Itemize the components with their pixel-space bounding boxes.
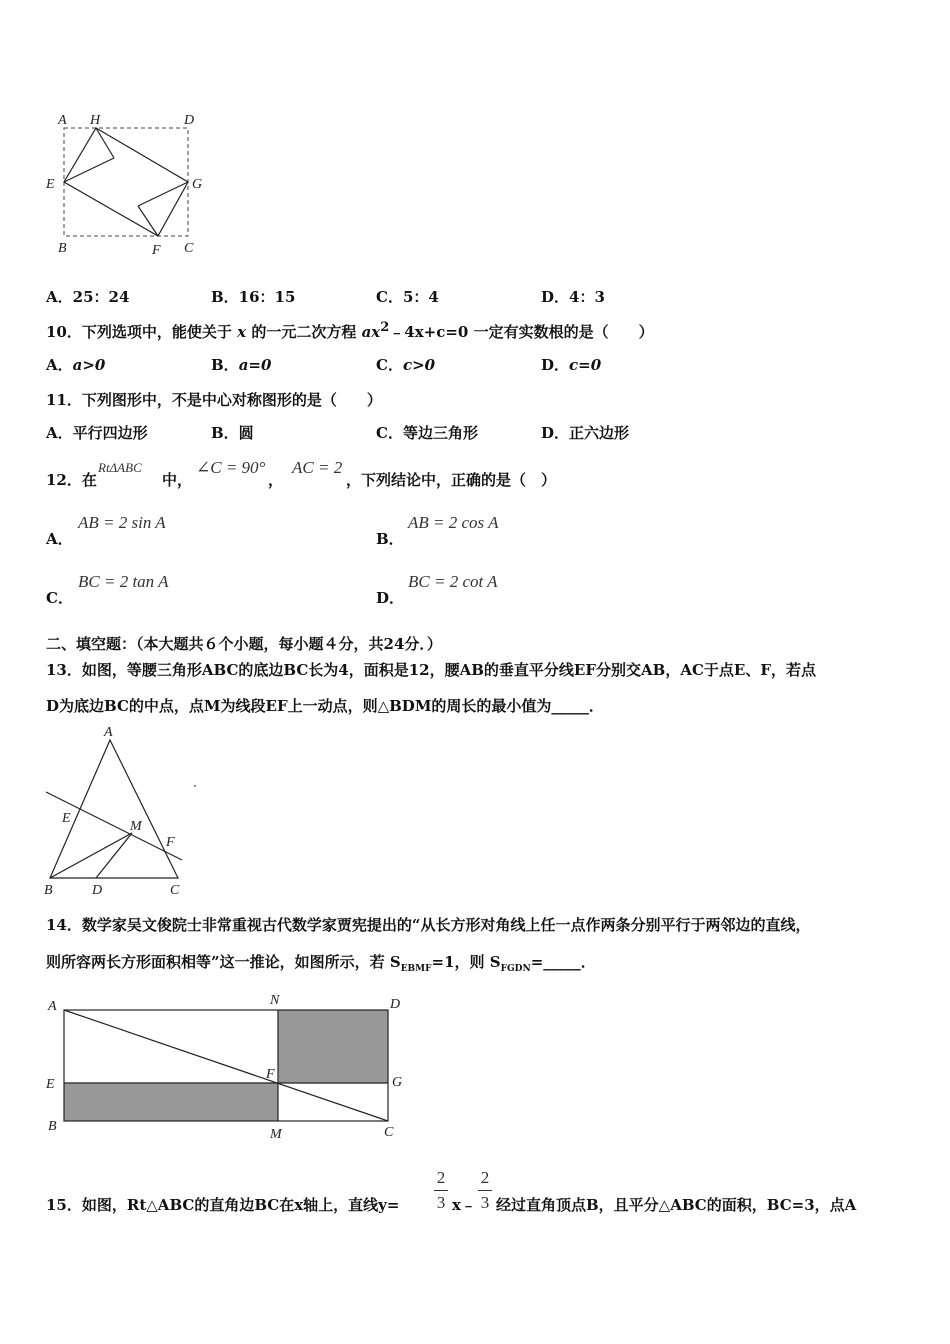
q11-option-b[interactable]: B．圆 [211,424,254,442]
q10-eq-rest: ﹣4x+c=0 [389,323,469,341]
q12-num: 12．在 [46,471,97,489]
q12-option-a-letter[interactable]: A． [46,530,73,548]
q14-text-b: =1，则 S [431,953,501,971]
q12-option-c-formula[interactable]: BC = 2 tan A [78,572,169,591]
q14-text-a: 则所容两长方形面积相等”这一推论，如图所示，若 S [46,953,401,971]
option-value: a=0 [238,356,272,374]
q9-option-d[interactable]: D．4：3 [541,288,605,306]
q12-option-d-formula[interactable]: BC = 2 cot A [408,572,498,591]
option-value: c=0 [569,356,602,374]
q15-fraction-1 [434,1168,448,1213]
q9-segment [96,128,114,158]
q12-comma: ， [268,471,284,489]
q13-label: F [166,835,175,850]
q9-label: E [46,177,55,192]
q10-eq-exp: 2 [380,320,390,335]
q9-dashed-rectangle [64,128,188,236]
q9-figure [40,108,220,260]
frac-denominator: 3 [436,1193,446,1212]
q9-label: C [184,241,194,256]
frac-numerator: 2 [480,1168,490,1187]
section-heading: 二、填空题：（本大题共６个小题，每小题４分，共24分．） [46,635,442,653]
q13-dot [194,785,196,787]
q10-middle: 的一元二次方程 [251,323,357,341]
q15-prefix: 15．如图，Rt△ABC的直角边BC在x轴上，直线y= [46,1196,400,1214]
q14-label: M [270,1127,282,1142]
q13-triangle [50,740,178,878]
q9-segment [138,182,188,206]
q13-segment-dm [96,833,132,878]
option-value: c>0 [402,356,436,374]
q14-text-c: =_____． [530,953,596,971]
q10-stem [46,320,654,342]
q10-option-a[interactable] [46,354,105,375]
q11-option-d[interactable]: D．正六边形 [541,424,630,442]
q13-segment-bm [50,833,132,878]
q14-line2 [46,951,596,974]
q12-angle: ∠C = 90° [196,458,266,477]
q13-label: E [62,811,71,826]
q13-label: C [170,883,180,898]
q10-option-c[interactable] [376,354,435,375]
frac-bar [478,1190,492,1191]
q12-mid: 中， [162,471,193,489]
q9-label: B [58,241,67,256]
q14-label: D [390,997,401,1012]
q10-option-d[interactable] [541,354,601,375]
frac-denominator: 3 [480,1193,490,1212]
q14-label: C [384,1125,394,1140]
q14-line1: 14．数学家吴文俊院士非常重视古代数学家贾宪提出的“从长方形对角线上任一点作两条分别平行于两邻边的直线， [46,916,811,934]
option-letter: A． [46,356,73,374]
q15-suffix: 经过直角顶点B，且平分△ABC的面积，BC=3，点A [496,1196,857,1214]
q12-suffix: ，下列结论中，正确的是（ ） [346,471,557,489]
option-value: a>0 [72,356,106,374]
q9-option-c[interactable]: C．5：4 [376,288,439,306]
q13-line-ef [46,792,182,860]
q14-sub2: FGDN [500,964,531,974]
q12-option-b-letter[interactable]: B． [376,530,404,548]
q14-sub1: EBMF [400,964,432,974]
option-letter: C． [376,356,403,374]
option-letter: B． [211,356,239,374]
q12-option-b-formula[interactable]: AB = 2 cos A [408,513,499,532]
q14-shaded-ebmf [64,1083,278,1121]
q9-label: G [192,177,203,192]
q9-segment [138,206,158,236]
q9-quadrilateral [64,128,188,236]
q10-prefix: 10．下列选项中，能使关于 [46,323,232,341]
q12-rt: RtΔABC [98,460,142,475]
q11-option-c[interactable]: C．等边三角形 [376,424,478,442]
q10-option-b[interactable] [211,354,271,375]
q10-var-x: x [237,323,247,341]
q14-label: B [48,1119,57,1134]
q13-line2: D为底边BC的中点，点M为线段EF上一动点，则△BDM的周长的最小值为_____． [46,697,604,715]
q14-label: A [48,999,57,1014]
q10-eq-a: ax [361,323,381,341]
q11-option-a[interactable]: A．平行四边形 [46,424,148,442]
q14-shaded-fgdn [278,1010,388,1083]
q13-figure [40,726,210,898]
q15-x: x﹣ [452,1196,476,1214]
q13-label: M [130,819,142,834]
q9-label: D [184,113,195,128]
option-letter: D． [541,356,570,374]
q12-option-d-letter[interactable]: D． [376,589,405,607]
q9-label: H [90,113,101,128]
q9-option-b[interactable]: B．16：15 [211,288,296,306]
q13-line1: 13．如图，等腰三角形ABC的底边BC长为4，面积是12，腰AB的垂直平分线EF分别交AB，AC于点E、F，若点 [46,661,816,679]
q12-ac: AC = 2 [292,458,343,477]
q14-label: G [392,1075,403,1090]
q12-option-a-formula[interactable]: AB = 2 sin A [78,513,166,532]
q13-label: B [44,883,53,898]
q14-label: N [270,993,280,1008]
frac-numerator: 2 [436,1168,446,1187]
q14-figure [40,990,420,1145]
q10-suffix: 一定有实数根的是（ ） [473,323,654,341]
q13-label: A [104,725,113,740]
q11-stem: 11．下列图形中，不是中心对称图形的是（ ） [46,391,382,409]
q9-option-a[interactable]: A．25：24 [46,288,130,306]
q13-label: D [92,883,103,898]
q14-label: F [266,1067,275,1082]
q9-label: F [152,243,161,258]
q9-label: A [58,113,67,128]
q15-fraction-2 [478,1168,492,1213]
q14-label: E [46,1077,55,1092]
frac-bar [434,1190,448,1191]
q12-option-c-letter[interactable]: C． [46,589,73,607]
